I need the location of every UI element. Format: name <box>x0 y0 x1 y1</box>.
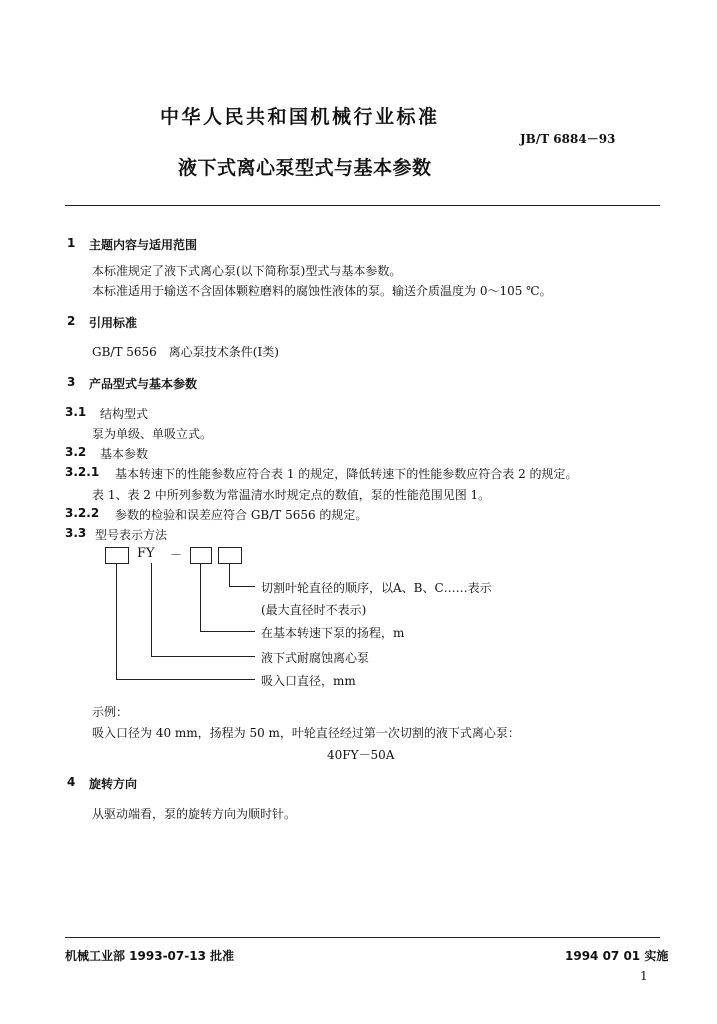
model-dash: － <box>170 548 183 562</box>
page-number: 1 <box>640 969 648 983</box>
standard-code: JB/T 6884－93 <box>520 132 616 146</box>
section-3-title: 产品型式与基本参数 <box>89 377 198 391</box>
model-box-inlet-diameter <box>105 547 129 564</box>
leader-horizontal-3 <box>151 656 255 657</box>
section-1-paragraph-2: 本标准适用于输送不含固体颗粒磨料的腐蚀性液体的泵。输送介质温度为 0～105 ℃。 <box>92 284 552 298</box>
section-3-1-title: 结构型式 <box>100 407 149 421</box>
document-title: 液下式离心泵型式与基本参数 <box>178 157 432 179</box>
footer-rule <box>65 937 660 938</box>
section-4-number: 4 <box>67 775 76 789</box>
leader-vertical-1 <box>229 563 230 586</box>
example-text: 吸入口径为 40 mm，扬程为 50 m，叶轮直径经过第一次切割的液下式离心泵： <box>92 726 520 740</box>
section-3-2-1-text-2: 表 1、表 2 中所列参数为常温清水时规定点的数值，泵的性能范围见图 1。 <box>92 488 491 502</box>
section-1-paragraph-1: 本标准规定了液下式离心泵(以下简称泵)型式与基本参数。 <box>92 264 402 278</box>
leader-vertical-3 <box>151 563 152 656</box>
model-box-head <box>190 547 212 564</box>
model-label-impeller-note: (最大直径时不表示) <box>261 603 367 617</box>
model-fy-code: FY <box>137 546 155 561</box>
section-2-title: 引用标准 <box>89 316 138 330</box>
section-3-2-title: 基本参数 <box>100 447 149 461</box>
standard-org-title: 中华人民共和国机械行业标准 <box>160 106 440 128</box>
model-label-pump-type: 液下式耐腐蚀离心泵 <box>261 651 370 665</box>
section-3-2-2-number: 3.2.2 <box>65 506 100 520</box>
approval-statement: 机械工业部 1993-07-13 批准 <box>65 949 235 963</box>
section-2-reference: GB/T 5656 离心泵技术条件(Ⅰ类) <box>92 345 279 359</box>
section-3-1-text: 泵为单级、单吸立式。 <box>92 427 213 441</box>
section-1-number: 1 <box>67 236 76 250</box>
example-label: 示例： <box>92 705 129 719</box>
model-label-impeller-order: 切割叶轮直径的顺序，以A、B、C……表示 <box>261 581 492 595</box>
section-3-1-number: 3.1 <box>65 405 87 419</box>
implementation-date: 1994 07 01 实施 <box>565 949 669 963</box>
model-label-head: 在基本转速下泵的扬程，m <box>261 626 405 640</box>
section-3-3-title: 型号表示方法 <box>95 528 168 542</box>
section-3-3-number: 3.3 <box>65 526 87 540</box>
section-3-2-2-text: 参数的检验和误差应符合 GB/T 5656 的规定。 <box>115 508 368 522</box>
leader-horizontal-2 <box>200 631 255 632</box>
section-3-number: 3 <box>67 375 76 389</box>
section-3-2-number: 3.2 <box>65 445 87 459</box>
leader-vertical-4 <box>116 563 117 679</box>
section-3-2-1-number: 3.2.1 <box>65 465 100 479</box>
example-model: 40FY－50A <box>327 748 395 762</box>
model-label-inlet-diameter: 吸入口直径，mm <box>261 674 356 688</box>
leader-horizontal-4 <box>116 679 255 680</box>
section-4-text: 从驱动端看，泵的旋转方向为顺时针。 <box>92 807 297 821</box>
leader-horizontal-1 <box>229 586 255 587</box>
model-box-impeller-order <box>218 547 242 564</box>
leader-vertical-2 <box>200 563 201 631</box>
section-1-title: 主题内容与适用范围 <box>89 238 198 252</box>
header-rule <box>65 205 660 206</box>
section-2-number: 2 <box>67 314 76 328</box>
section-3-2-1-text: 基本转速下的性能参数应符合表 1 的规定，降低转速下的性能参数应符合表 2 的规定。 <box>115 467 578 481</box>
section-4-title: 旋转方向 <box>89 777 138 791</box>
